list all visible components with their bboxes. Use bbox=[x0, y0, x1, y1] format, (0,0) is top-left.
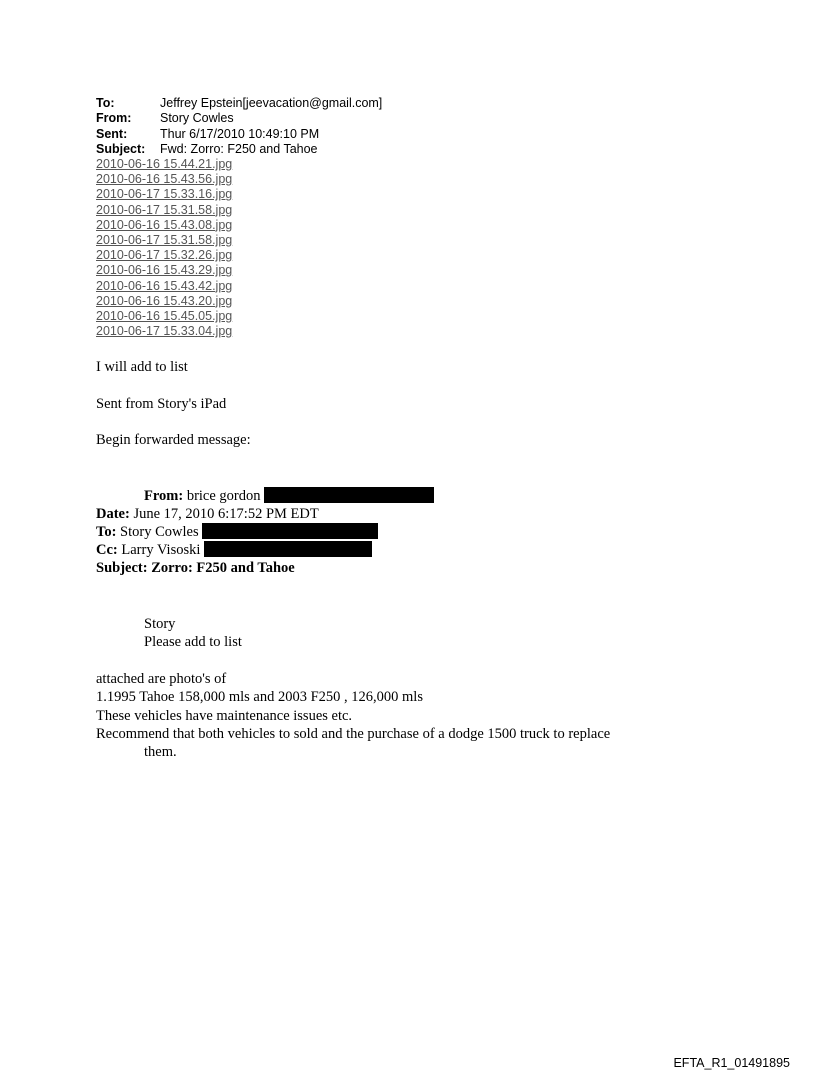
attachment-link[interactable]: 2010-06-16 15.43.42.jpg bbox=[96, 278, 233, 293]
redaction-bar bbox=[264, 487, 434, 503]
fwd-subject-row bbox=[96, 559, 295, 577]
redaction-bar bbox=[202, 523, 378, 539]
subject-row bbox=[96, 142, 382, 157]
message-paragraph: 1.1995 Tahoe 158,000 mls and 2003 F250 , 126,000 mls bbox=[96, 689, 423, 705]
message-paragraph: attached are photo's of bbox=[96, 671, 227, 687]
attachment-link[interactable]: 2010-06-16 15.43.29.jpg bbox=[96, 263, 233, 278]
fwd-from-value: brice gordon bbox=[186, 488, 261, 504]
fwd-cc-label: Cc: bbox=[96, 542, 118, 558]
subject-value: Fwd: Zorro: F250 and Tahoe bbox=[160, 141, 318, 156]
to-value: Jeffrey Epstein[jeevacation@gmail.com] bbox=[160, 96, 383, 110]
attachment-link[interactable]: 2010-06-16 15.43.20.jpg bbox=[96, 293, 233, 308]
message-request: Please add to list bbox=[144, 634, 242, 650]
fwd-to-value: Story Cowles bbox=[120, 524, 199, 540]
sent-label: Sent: bbox=[96, 126, 128, 141]
fwd-to-label: To: bbox=[96, 524, 117, 540]
fwd-date-row bbox=[96, 505, 319, 523]
fwd-date-value: June 17, 2010 6:17:52 PM EDT bbox=[133, 506, 319, 522]
attachment-link[interactable]: 2010-06-17 15.33.16.jpg bbox=[96, 187, 233, 202]
attachment-link[interactable]: 2010-06-16 15.44.21.jpg bbox=[96, 157, 233, 171]
fwd-subject-value: Zorro: F250 and Tahoe bbox=[151, 560, 295, 576]
fwd-from-row bbox=[144, 487, 434, 505]
body-line-forwarded-intro: Begin forwarded message: bbox=[96, 432, 251, 448]
fwd-date-label: Date: bbox=[96, 506, 130, 522]
attachment-link[interactable]: 2010-06-16 15.43.08.jpg bbox=[96, 217, 233, 232]
attachment-list bbox=[96, 157, 232, 339]
message-paragraph: These vehicles have maintenance issues etc. bbox=[96, 708, 353, 724]
attachment-link[interactable]: 2010-06-17 15.31.58.jpg bbox=[96, 233, 233, 248]
email-header bbox=[96, 96, 382, 157]
message-greeting: Story bbox=[144, 616, 176, 632]
redaction-bar bbox=[204, 541, 372, 557]
fwd-cc-value: Larry Visoski bbox=[121, 542, 201, 558]
attachment-link[interactable]: 2010-06-17 15.33.04.jpg bbox=[96, 324, 233, 339]
from-label: From: bbox=[96, 111, 132, 126]
fwd-subject-label: Subject: bbox=[96, 560, 148, 576]
sent-row bbox=[96, 127, 382, 142]
message-paragraph: Recommend that both vehicles to sold and the purchase of a dodge 1500 truck to replace bbox=[96, 726, 611, 742]
to-label: To: bbox=[96, 96, 115, 110]
attachment-link[interactable]: 2010-06-17 15.31.58.jpg bbox=[96, 202, 233, 217]
fwd-cc-row bbox=[96, 541, 372, 559]
document-id: EFTA_R1_01491895 bbox=[673, 1056, 790, 1070]
fwd-from-label: From: bbox=[144, 488, 184, 504]
attachment-link[interactable]: 2010-06-16 15.43.56.jpg bbox=[96, 172, 233, 187]
to-row bbox=[96, 96, 382, 111]
from-value: Story Cowles bbox=[160, 111, 234, 126]
sent-value: Thur 6/17/2010 10:49:10 PM bbox=[160, 126, 320, 141]
body-line-add-to-list: I will add to list bbox=[96, 359, 188, 375]
message-paragraph-continued: them. bbox=[144, 744, 177, 760]
attachment-link[interactable]: 2010-06-17 15.32.26.jpg bbox=[96, 248, 233, 263]
attachment-link[interactable]: 2010-06-16 15.45.05.jpg bbox=[96, 309, 233, 324]
from-row bbox=[96, 111, 382, 126]
body-line-signature: Sent from Story's iPad bbox=[96, 396, 227, 412]
subject-label: Subject: bbox=[96, 141, 146, 156]
fwd-to-row bbox=[96, 523, 378, 541]
